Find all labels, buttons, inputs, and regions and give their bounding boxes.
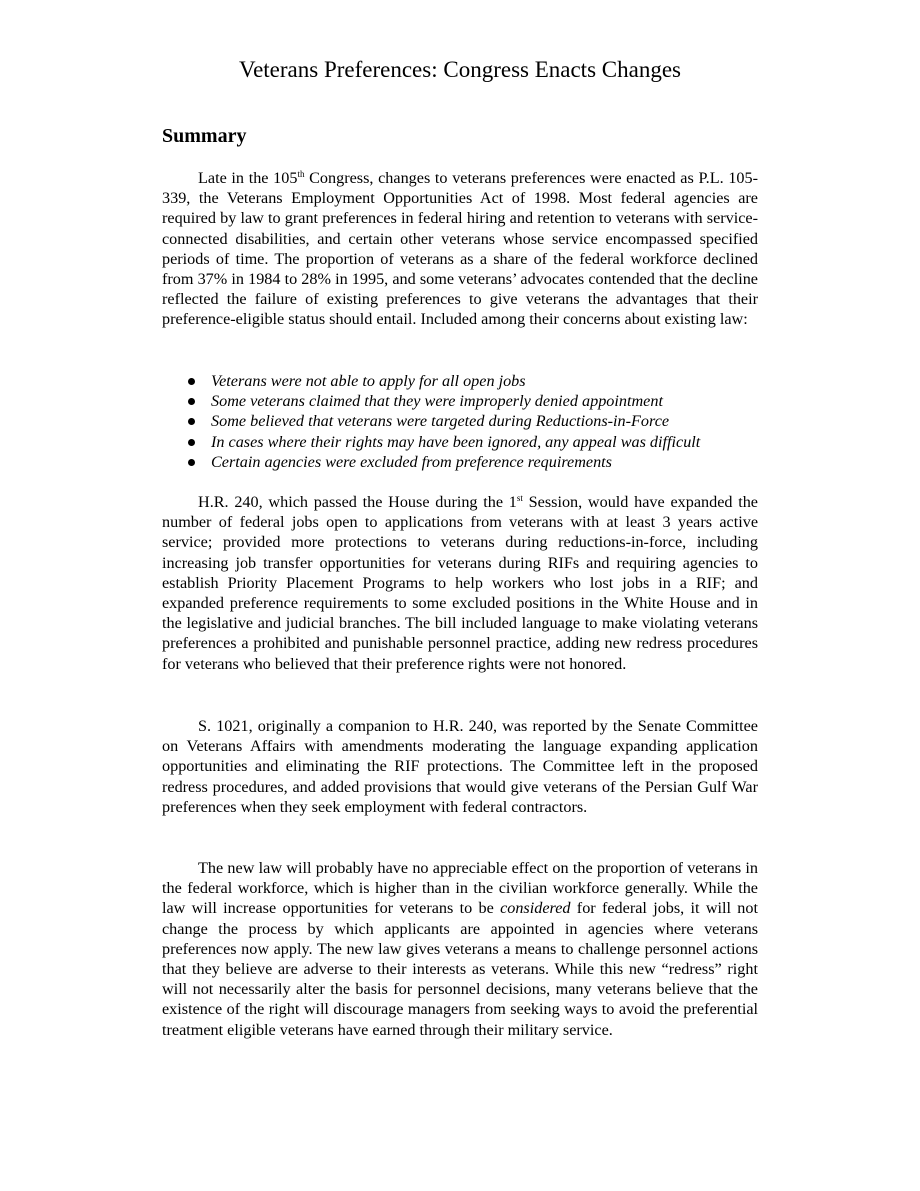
paragraph-1-text-b: Congress, changes to veterans preferences were enacted as P.L. 105-339, the Veterans Employment Opportunities Act of 1998. Most federal agencies are required by law to grant preferences in federal hiring and retention to veterans with service-connected disabilities, and certain other veterans whose service encompassed specified periods of time. The proportion of veterans as a share of the federal workforce declined from 37% in 1984 to 28% in 1995, and some veterans’ advocates contended that the decline reflected the failure of existing preferences to give veterans the advantages that their preference-eligible status should entail. Included among their concerns about existing law: [162, 169, 758, 329]
paragraph-4-text-b: for federal jobs, it will not change the process by which applicants are appointed in agencies where veterans preferences now apply. The new law gives veterans a means to challenge personnel actions that they believe are adverse to their interests as veterans. While this new “redress” right will not necessarily alter the basis for personnel decisions, many veterans believe that the existence of the right will discourage managers from seeking ways to avoid the preferential treatment eligible veterans have earned through their military service. [162, 899, 758, 1039]
concern-text: Certain agencies were excluded from preference requirements [211, 452, 612, 471]
bullet-icon [188, 418, 195, 425]
concern-item [186, 432, 766, 452]
bullet-icon [188, 398, 195, 405]
bullet-icon [188, 378, 195, 385]
summary-paragraph-1 [162, 168, 758, 330]
summary-paragraph-3 [162, 716, 758, 817]
concern-text: Some veterans claimed that they were improperly denied appointment [211, 392, 663, 411]
bullet-icon [188, 439, 195, 446]
paragraph-1-text-a: Late in the 105 [198, 169, 298, 187]
concern-item [186, 411, 766, 431]
concern-item [186, 371, 766, 391]
paragraph-2-text-b: Session, would have expanded the number of federal jobs open to applications from veterans with at least 3 years active service; provided more protections to veterans during reductions-in-force, including increasing job transfer opportunities for veterans during RIFs and requiring agencies to establish Priority Placement Programs to help workers who lost jobs in a RIF; and expanded preference requirements to some excluded positions in the White House and in the legislative and judicial branches. The bill included language to make violating veterans preferences a prohibited and punishable personnel practice, adding new redress procedures for veterans who believed that their preference rights were not honored. [162, 493, 758, 673]
ordinal-superscript: th [297, 169, 305, 179]
paragraph-3-text: S. 1021, originally a companion to H.R. 240, was reported by the Senate Committee on Veterans Affairs with amendments moderating the language expanding application opportunities and eliminating the RIF protections. The Committee left in the proposed redress procedures, and added provisions that would give veterans of the Persian Gulf War preferences when they seek employment with federal contractors. [162, 717, 758, 816]
paragraph-2-text-a: H.R. 240, which passed the House during the 1 [198, 493, 517, 511]
concern-item [186, 391, 766, 411]
summary-paragraph-2 [162, 492, 758, 674]
concern-text: Veterans were not able to apply for all open jobs [211, 372, 526, 390]
concern-item [186, 452, 766, 472]
summary-paragraph-4 [162, 858, 758, 1040]
concern-text: In cases where their rights may have been ignored, any appeal was difficult [211, 432, 701, 451]
paragraph-4-text-a: The new law will probably have no appreciable effect on the proportion of veterans in the federal workforce, which is higher than in the civilian workforce generally. While the law will increase opportunities for veterans to be [162, 859, 758, 918]
document-title: Veterans Preferences: Congress Enacts Changes [239, 57, 681, 82]
concerns-list [186, 371, 766, 472]
section-heading-summary: Summary [162, 125, 247, 147]
ordinal-superscript: st [516, 493, 523, 503]
bullet-icon [188, 459, 195, 466]
concern-text: Some believed that veterans were targeted during Reductions-in-Force [211, 412, 670, 431]
emphasis-considered: considered [500, 899, 571, 918]
